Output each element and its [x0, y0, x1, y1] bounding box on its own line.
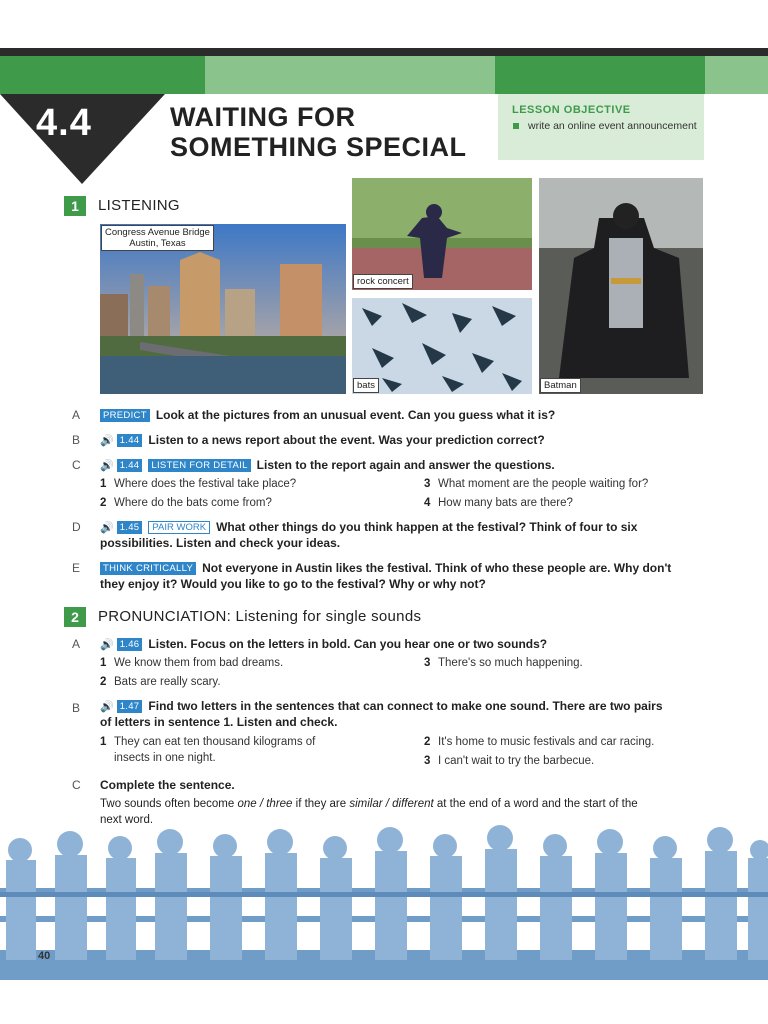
- audio-icon[interactable]: 🔊: [100, 460, 114, 472]
- question-1c-2: 2 Where do the bats come from?: [100, 497, 272, 509]
- audio-icon[interactable]: 🔊: [100, 639, 114, 651]
- question-1c-3: 3 What moment are the people waiting for?: [424, 478, 649, 490]
- exercise-1a-letter: A: [72, 408, 81, 422]
- page-number: 40: [38, 950, 51, 962]
- header-stripe: [0, 56, 210, 94]
- audio-icon[interactable]: 🔊: [100, 522, 114, 534]
- sentence-2a-2: 2 Bats are really scary.: [100, 676, 221, 688]
- exercise-2a: 🔊 1.46 Listen. Focus on the letters in bold. Can you hear one or two sounds?: [100, 636, 700, 654]
- exercise-2a-letter: A: [72, 637, 81, 651]
- header-band-light: [205, 56, 495, 94]
- photo-batman: [539, 178, 703, 394]
- exercise-2b-text2: of letters in sentence 1. Listen and check.: [100, 715, 338, 729]
- section-1-title: LISTENING: [98, 197, 180, 214]
- lesson-objective-box: [498, 94, 704, 160]
- sentence-2b-1: 1 They can eat ten thousand kilograms of: [100, 736, 316, 748]
- exercise-1d-text2: possibilities. Listen and check your ideas.: [100, 536, 341, 550]
- question-1c-4: 4 How many bats are there?: [424, 497, 573, 509]
- sentence-2a-3: 3 There's so much happening.: [424, 657, 583, 669]
- track-badge[interactable]: 1.44: [117, 459, 143, 472]
- lesson-title: [170, 102, 467, 162]
- crowd-silhouette-illustration: [0, 820, 768, 980]
- exercise-1b-text: Listen to a news report about the event. Was your prediction correct?: [148, 433, 545, 447]
- listen-for-detail-badge: LISTEN FOR DETAIL: [148, 459, 250, 472]
- sentence-2b-1-cont: insects in one night.: [114, 752, 216, 764]
- photo-rock-concert: [352, 178, 532, 290]
- bats-label: bats: [353, 378, 379, 393]
- batman-label: Batman: [540, 378, 581, 393]
- exercise-1e-letter: E: [72, 561, 81, 575]
- exercise-2b: 🔊 1.47 Find two letters in the sentences that can connect to make one sound. There are two pairs: [100, 698, 700, 716]
- exercise-1d-letter: D: [72, 520, 81, 534]
- exercise-1e-text1: Not everyone in Austin likes the festival. Think of who these people are. Why don't: [202, 561, 672, 575]
- audio-icon[interactable]: 🔊: [100, 701, 114, 713]
- photo-congress-bridge: [100, 224, 346, 394]
- track-badge[interactable]: 1.46: [117, 638, 143, 651]
- exercise-2c-line1: Two sounds often become one / three if they are similar / different at the end of a word and the start of the: [100, 798, 638, 810]
- exercise-1a: [100, 407, 700, 424]
- objective-bullet: [513, 123, 519, 129]
- exercise-2c-line2: next word.: [100, 814, 154, 826]
- objective-text: write an online event announcement: [528, 120, 697, 132]
- exercise-1c-letter: C: [72, 458, 81, 472]
- section-2-number: 2: [64, 607, 86, 627]
- header-band-light-right: [705, 56, 768, 94]
- photo-bats: [352, 298, 532, 394]
- exercise-1d-text1: What other things do you think happen at the festival? Think of four to six: [216, 520, 638, 534]
- question-1c-1: 1 Where does the festival take place?: [100, 478, 297, 490]
- audio-icon[interactable]: 🔊: [100, 435, 114, 447]
- exercise-2c-letter: C: [72, 778, 81, 792]
- sentence-2a-1: 1 We know them from bad dreams.: [100, 657, 284, 669]
- track-badge[interactable]: 1.47: [117, 700, 143, 713]
- track-badge[interactable]: 1.44: [117, 434, 143, 447]
- top-bar: [0, 48, 768, 56]
- predict-badge: PREDICT: [100, 409, 150, 422]
- exercise-1e-text2: they enjoy it? Would you like to go to the festival? Why or why not?: [100, 577, 486, 591]
- pair-work-badge: PAIR WORK: [148, 521, 210, 534]
- lesson-title-line2: SOMETHING SPECIAL: [170, 132, 467, 162]
- think-critically-badge: THINK CRITICALLY: [100, 562, 196, 575]
- exercise-1c: [100, 457, 700, 475]
- exercise-1b-letter: B: [72, 433, 81, 447]
- track-badge[interactable]: 1.45: [117, 521, 143, 534]
- exercise-2c-heading: Complete the sentence.: [100, 778, 235, 792]
- bridge-label: Congress Avenue Bridge Austin, Texas: [101, 225, 214, 251]
- lesson-title-line1: WAITING FOR: [170, 102, 356, 132]
- exercise-2b-letter: B: [72, 701, 81, 715]
- exercise-1b: [100, 432, 700, 450]
- sentence-2b-2: 2 It's home to music festivals and car racing.: [424, 736, 655, 748]
- sentence-2b-3: 3 I can't wait to try the barbecue.: [424, 755, 595, 767]
- rock-concert-label: rock concert: [353, 274, 413, 289]
- exercise-1e: [100, 560, 700, 577]
- exercise-1a-text: Look at the pictures from an unusual event. Can you guess what it is?: [155, 408, 556, 422]
- lesson-number: 4.4: [36, 102, 92, 144]
- section-2-title: PRONUNCIATION: Listening for single sounds: [98, 608, 422, 625]
- exercise-1c-text: Listen to the report again and answer the questions.: [256, 458, 555, 472]
- objective-heading: LESSON OBJECTIVE: [512, 104, 631, 116]
- section-1-number: 1: [64, 196, 86, 216]
